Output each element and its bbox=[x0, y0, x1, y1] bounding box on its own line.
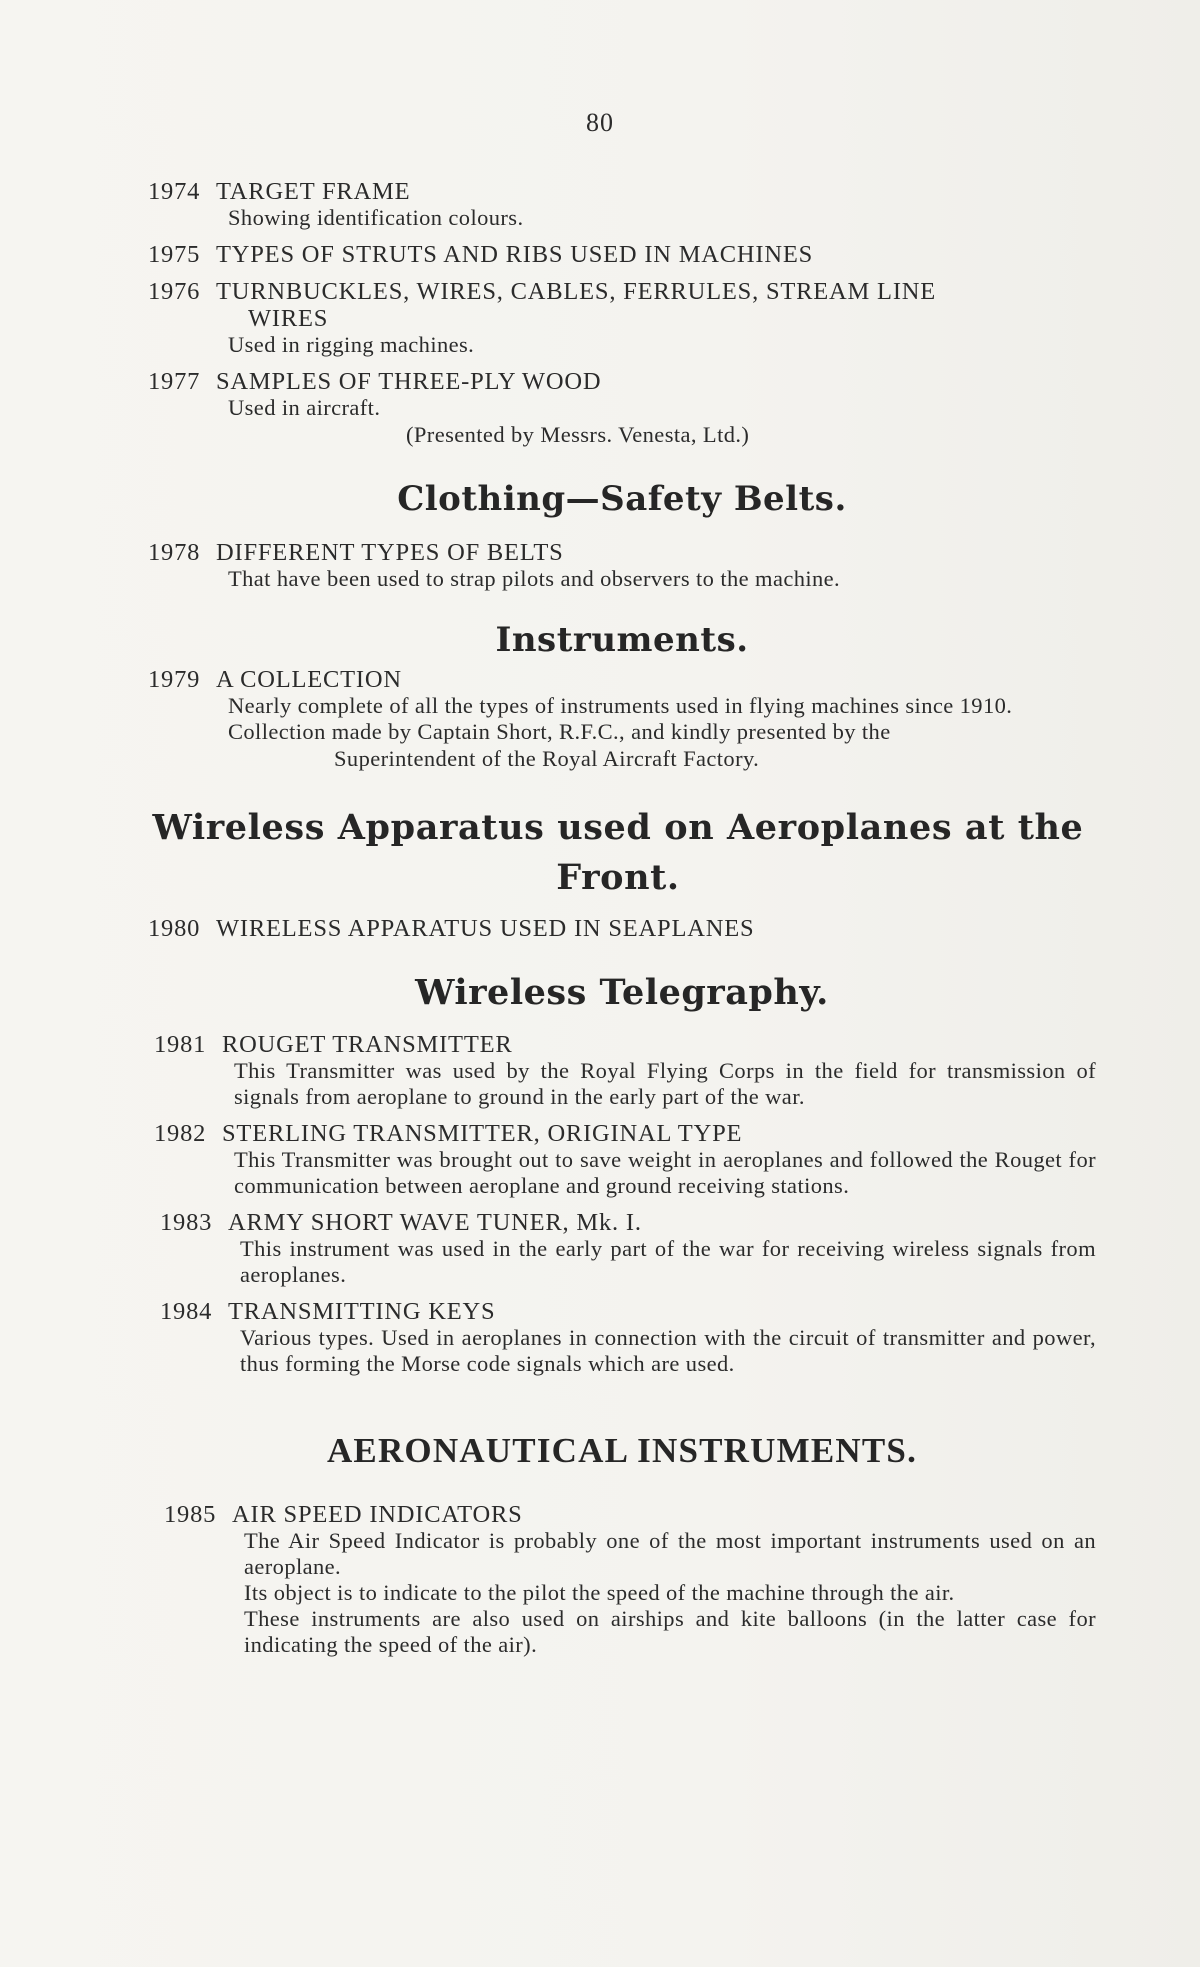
entry-1976 bbox=[148, 278, 1096, 358]
entry-title: AIR SPEED INDICATORS bbox=[232, 1501, 523, 1528]
entry-number: 1981 bbox=[154, 1031, 207, 1058]
entry-description: Nearly complete of all the types of instruments used in flying machines since 1910. bbox=[228, 693, 1013, 718]
entry-description: This Transmitter was used by the Royal Flying Corps in the field for transmission of signals from aeroplane to ground in the early part of the war. bbox=[234, 1058, 1096, 1109]
entry-number: 1984 bbox=[160, 1298, 213, 1325]
entry-number: 1975 bbox=[148, 241, 201, 268]
page-number: 80 bbox=[586, 108, 614, 137]
section-heading-wireless bbox=[140, 803, 1096, 903]
entry-description: This instrument was used in the early part of the war for receiving wireless signals from aeroplanes. bbox=[240, 1236, 1096, 1287]
entry-number: 1982 bbox=[154, 1120, 207, 1147]
entry-number: 1985 bbox=[164, 1501, 217, 1528]
entry-number: 1979 bbox=[148, 666, 201, 693]
entry-number: 1976 bbox=[148, 278, 201, 305]
section-heading-instruments: Instruments. bbox=[495, 620, 749, 660]
section-heading-telegraphy: Wireless Telegraphy. bbox=[415, 972, 829, 1013]
entry-title: A COLLECTION bbox=[216, 666, 402, 693]
entry-description: That have been used to strap pilots and observers to the machine. bbox=[228, 566, 841, 591]
heading-line: Front. bbox=[556, 857, 680, 898]
entry-1980 bbox=[148, 915, 1096, 942]
entry-1978 bbox=[148, 539, 1096, 592]
entry-title: WIRELESS APPARATUS USED IN SEAPLANES bbox=[216, 915, 755, 942]
entry-description: The Air Speed Indicator is probably one of the most important instruments used on an aeroplane. bbox=[244, 1528, 1096, 1579]
entry-title: DIFFERENT TYPES OF BELTS bbox=[216, 539, 564, 566]
entry-title: STERLING TRANSMITTER, ORIGINAL TYPE bbox=[222, 1120, 743, 1147]
entry-title: SAMPLES OF THREE-PLY WOOD bbox=[216, 368, 602, 395]
entry-1977 bbox=[148, 368, 1096, 449]
entry-description: Various types. Used in aeroplanes in connection with the circuit of transmitter and power, thus forming the Morse code signals which are used. bbox=[240, 1325, 1096, 1376]
entry-description: Used in rigging machines. bbox=[228, 332, 475, 357]
entry-description: Used in aircraft. bbox=[228, 395, 381, 420]
entry-number: 1980 bbox=[148, 915, 201, 942]
heading-line: Wireless Apparatus used on Aeroplanes at the bbox=[152, 807, 1084, 848]
entry-description: Its object is to indicate to the pilot the speed of the machine through the air. bbox=[244, 1580, 955, 1605]
entry-title: TURNBUCKLES, WIRES, CABLES, FERRULES, STREAM LINE bbox=[216, 278, 937, 305]
entry-number: 1974 bbox=[148, 178, 201, 205]
entries bbox=[148, 178, 1096, 1658]
entry-number: 1978 bbox=[148, 539, 201, 566]
entry-1975 bbox=[148, 241, 1096, 268]
entry-1974 bbox=[148, 178, 1096, 231]
entry-description: This Transmitter was brought out to save weight in aeroplanes and followed the Rouget for communication between aeroplane and ground receiving stations. bbox=[234, 1147, 1096, 1198]
section-heading-aeronautical: AERONAUTICAL INSTRUMENTS. bbox=[326, 1431, 918, 1470]
entry-title: TARGET FRAME bbox=[216, 178, 411, 205]
entry-1984 bbox=[148, 1298, 1096, 1377]
entry-1982 bbox=[148, 1120, 1096, 1199]
entry-1983 bbox=[148, 1209, 1096, 1288]
section-heading-clothing: Clothing—Safety Belts. bbox=[397, 479, 847, 519]
entry-1979 bbox=[148, 666, 1096, 773]
entry-description: Showing identification colours. bbox=[228, 205, 524, 230]
entry-description: Superintendent of the Royal Aircraft Factory. bbox=[334, 746, 760, 771]
entry-title: TYPES OF STRUTS AND RIBS USED IN MACHINES bbox=[216, 241, 814, 268]
entry-title-continued: WIRES bbox=[248, 305, 329, 332]
entry-1985 bbox=[148, 1501, 1096, 1658]
entry-number: 1977 bbox=[148, 368, 201, 395]
entry-1981 bbox=[148, 1031, 1096, 1110]
entry-title: ROUGET TRANSMITTER bbox=[222, 1031, 513, 1058]
entry-title: TRANSMITTING KEYS bbox=[228, 1298, 496, 1325]
entry-description: These instruments are also used on airships and kite balloons (in the latter case for indicating the speed of the air). bbox=[244, 1606, 1096, 1657]
entry-description: Collection made by Captain Short, R.F.C., and kindly presented by the bbox=[228, 719, 891, 744]
entry-title: ARMY SHORT WAVE TUNER, Mk. I. bbox=[228, 1209, 642, 1236]
entry-credit: (Presented by Messrs. Venesta, Ltd.) bbox=[406, 422, 750, 447]
entry-number: 1983 bbox=[160, 1209, 213, 1236]
